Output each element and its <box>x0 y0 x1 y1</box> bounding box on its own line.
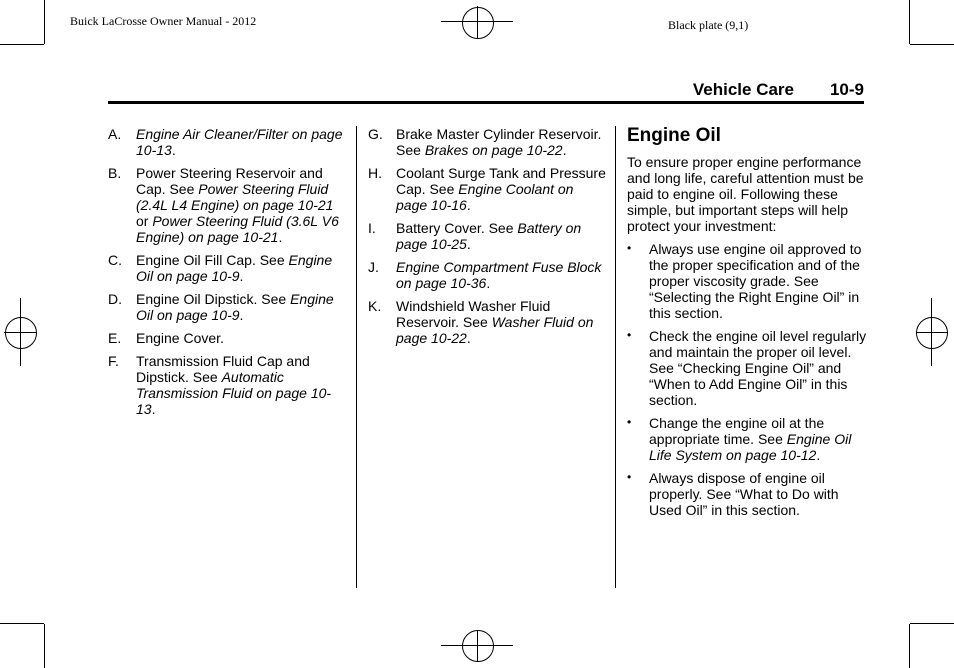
legend-item-a: A. Engine Air Cleaner/Filter on page 10-13. <box>108 126 343 158</box>
legend-item-g: G. Brake Master Cylinder Reservoir. See Brakes on page 10-22. <box>368 126 602 158</box>
cross-reference-link[interactable]: Power Steering Fluid (3.6L V6 Engine) on page 10-21 <box>136 213 339 245</box>
legend-item-j: J. Engine Compartment Fuse Block on page 10-36. <box>368 259 602 291</box>
legend-item-i: I. Battery Cover. See Battery on page 10-25. <box>368 220 582 252</box>
bullet-item: • Always dispose of engine oil properly. See “What to Do with Used Oil” in this section. <box>627 470 839 518</box>
legend-item-e: E. Engine Cover. <box>108 330 224 346</box>
legend-item-f: F. Transmission Fluid Cap and Dipstick. See Automatic Transmission Fluid on page 10-13. <box>108 353 332 417</box>
cross-reference-link[interactable]: Engine Oil on page 10-9 <box>136 252 333 284</box>
engine-oil-heading: Engine Oil <box>627 125 721 146</box>
cross-reference-link[interactable]: Engine Coolant on page 10-16 <box>396 181 574 213</box>
print-header-plate: Black plate (9,1) <box>668 18 749 32</box>
engine-oil-intro: To ensure proper engine performance and long life, careful attention must be paid to engine oil. Following these simple, but important steps will help protect your investment: <box>627 154 864 234</box>
bullet-item: • Change the engine oil at the appropriate time. See Engine Oil Life System on page 10-12. <box>627 415 852 463</box>
page-number: 10-9 <box>829 80 864 99</box>
bullet-icon: • <box>627 415 632 429</box>
legend-item-k: K. Windshield Washer Fluid Reservoir. See Washer Fluid on page 10-22. <box>368 298 594 346</box>
bullet-item: • Always use engine oil approved to the proper specification and of the proper viscosity grade. See “Selecting the Right Engine Oil” in this section. <box>627 241 862 321</box>
legend-item-b: B. Power Steering Reservoir and Cap. See Power Steering Fluid (2.4L L4 Engine) on page 10-21 or Power Steering Fluid (3.6L V6 Engine) on page 10-21. <box>108 165 339 245</box>
cross-reference-link[interactable]: Brakes on page 10-22 <box>424 142 563 158</box>
column-divider <box>356 126 357 588</box>
column-divider <box>615 126 616 588</box>
bullet-icon: • <box>627 328 632 342</box>
cross-reference-link[interactable]: Engine Oil on page 10-9 <box>136 291 334 323</box>
cross-reference-link[interactable]: Battery on page 10-25 <box>396 220 582 252</box>
bullet-icon: • <box>627 241 632 255</box>
bullet-item: • Check the engine oil level regularly and maintain the proper oil level. See “Checking Engine Oil” and “When to Add Engine Oil” in this section. <box>627 328 867 408</box>
legend-column-middle <box>368 126 608 353</box>
section-title: Vehicle Care <box>692 80 794 99</box>
legend-item-c: C. Engine Oil Fill Cap. See Engine Oil on page 10-9. <box>108 252 333 284</box>
print-header-title: Buick LaCrosse Owner Manual - 2012 <box>70 14 257 28</box>
legend-item-d: D. Engine Oil Dipstick. See Engine Oil on page 10-9. <box>108 291 334 323</box>
cross-reference-link[interactable]: Engine Oil Life System on page 10-12 <box>649 431 852 463</box>
cross-reference-link[interactable]: Power Steering Fluid (2.4L L4 Engine) on page 10-21 <box>136 181 334 213</box>
engine-oil-section <box>627 126 867 525</box>
legend-item-h: H. Coolant Surge Tank and Pressure Cap. See Engine Coolant on page 10-16. <box>368 165 606 213</box>
cross-reference-link[interactable]: Engine Compartment Fuse Block on page 10-36 <box>396 259 602 291</box>
bullet-icon: • <box>627 470 632 484</box>
cross-reference-link[interactable]: Engine Air Cleaner/Filter on page 10-13 <box>136 126 343 158</box>
running-header <box>108 80 864 102</box>
legend-column-left <box>108 126 348 424</box>
cross-reference-link[interactable]: Washer Fluid on page 10-22 <box>396 314 594 346</box>
header-rule <box>108 101 864 104</box>
cross-reference-link[interactable]: Automatic Transmission Fluid on page 10-13 <box>136 369 332 417</box>
